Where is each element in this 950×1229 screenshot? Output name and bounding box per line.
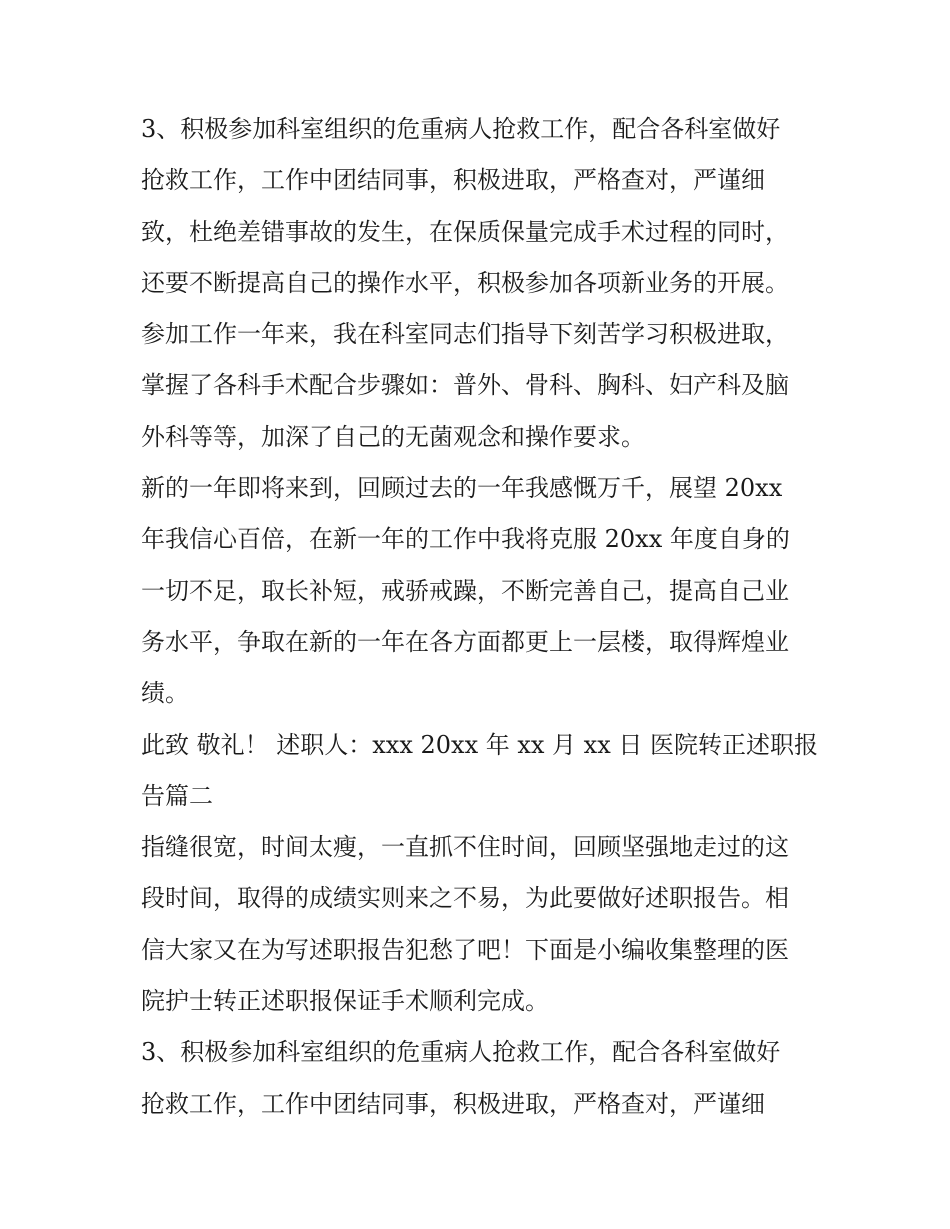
text-line: 外科等等，加深了自己的无菌观念和操作要求。	[141, 422, 645, 451]
text-line: 抢救工作，工作中团结同事，积极进取，严格查对，严谨细	[141, 166, 765, 195]
text-line: 掌握了各科手术配合步骤如：普外、骨科、胸科、妇产科及脑	[141, 371, 789, 400]
text-line: 3、积极参加科室组织的危重病人抢救工作，配合各科室做好	[141, 1038, 781, 1067]
text-line: 段时间，取得的成绩实则来之不易，为此要做好述职报告。相	[141, 884, 789, 913]
text-line: 院护士转正述职报保证手术顺利完成。	[141, 987, 549, 1016]
text-line: 年我信心百倍，在新一年的工作中我将克服 20xx 年度自身的	[141, 525, 790, 554]
text-line: 致，杜绝差错事故的发生，在保质保量完成手术过程的同时，	[141, 217, 789, 246]
text-line: 新的一年即将来到，回顾过去的一年我感慨万千，展望 20xx	[141, 474, 783, 503]
text-line: 告篇二	[141, 781, 213, 810]
text-line: 指缝很宽，时间太瘦，一直抓不住时间，回顾坚强地走过的这	[141, 833, 789, 862]
text-line: 参加工作一年来，我在科室同志们指导下刻苦学习积极进取，	[141, 320, 789, 349]
text-line: 此致 敬礼！ 述职人：xxx 20xx 年 xx 月 xx 日 医院转正述职报	[141, 730, 819, 759]
text-line: 一切不足，取长补短，戒骄戒躁，不断完善自己，提高自己业	[141, 576, 789, 605]
text-line: 绩。	[141, 679, 189, 708]
text-line: 务水平，争取在新的一年在各方面都更上一层楼，取得辉煌业	[141, 627, 789, 656]
text-line: 还要不断提高自己的操作水平，积极参加各项新业务的开展。	[141, 268, 789, 297]
text-line: 3、积极参加科室组织的危重病人抢救工作，配合各科室做好	[141, 115, 781, 143]
text-line: 抢救工作，工作中团结同事，积极进取，严格查对，严谨细	[141, 1089, 765, 1118]
document-body	[141, 104, 831, 1130]
text-line: 信大家又在为写述职报告犯愁了吧！下面是小编收集整理的医	[141, 935, 789, 964]
